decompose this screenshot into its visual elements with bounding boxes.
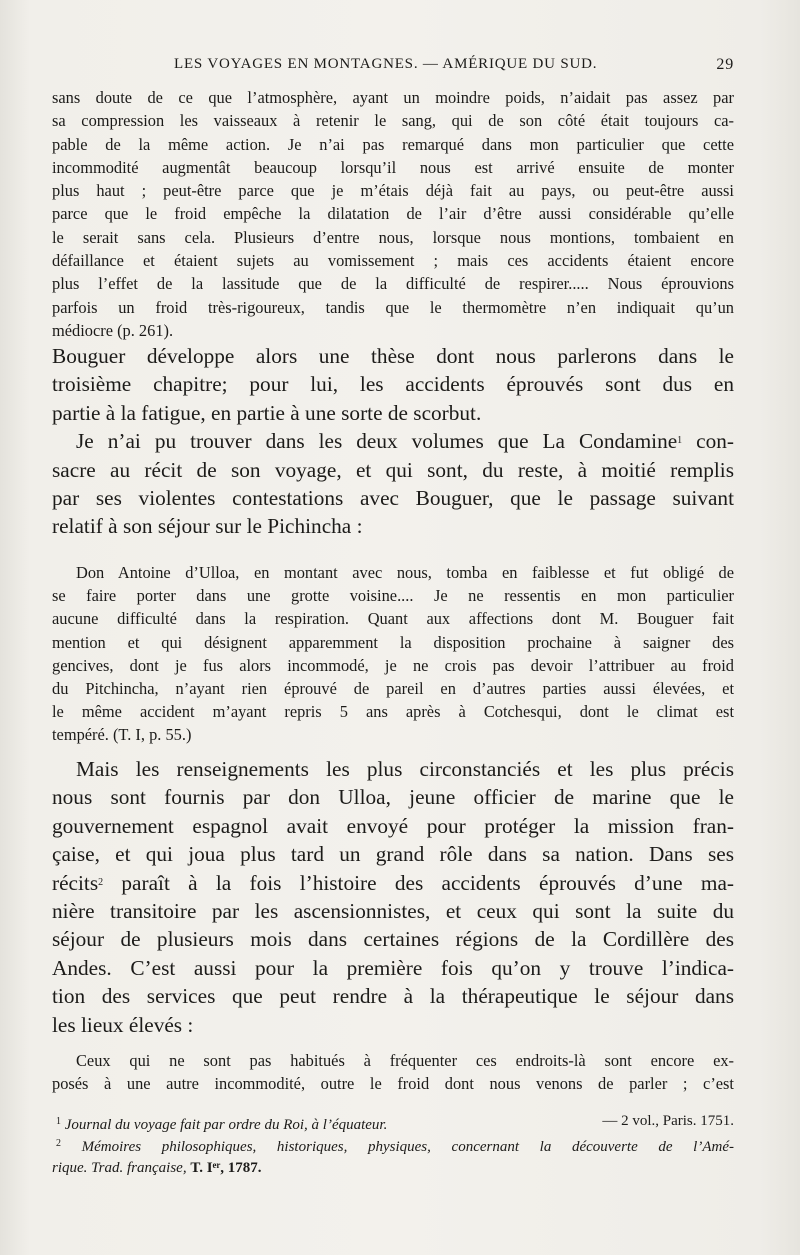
- footnote-details: T. Iᵉʳ, 1787.: [190, 1160, 262, 1176]
- text-line: çaise, et qui joua plus tard un grand rôle dans sa nation. Dans ses: [52, 842, 734, 867]
- text-line: Mais les renseignements les plus circonstanciés et les plus précis: [76, 757, 734, 781]
- quote-ulloa: [52, 1049, 734, 1096]
- footnote-ref-2: 2: [98, 876, 104, 888]
- footnote-details: — 2 vol., Paris. 1751.: [602, 1113, 734, 1129]
- text-line: sans doute de ce que l’atmosphère, ayant un moindre poids, n’aidait pas assez par: [52, 88, 734, 107]
- text-line: Andes. C’est aussi pour la première fois qu’on y trouve l’indica-: [52, 955, 734, 980]
- text-line: plus l’effet de la lassitude que de la difficulté de respirer..... Nous éprouvions: [52, 274, 734, 294]
- text-line: Don Antoine d’Ulloa, en montant avec nous, tomba en faiblesse et fut obligé de: [76, 563, 734, 582]
- text-line: nière transitoire par les ascensionnistes, et ceux qui sont la suite du: [52, 899, 734, 924]
- text-line: sacre au récit de son voyage, et qui sont, du reste, à moitié remplis: [52, 457, 734, 482]
- quote-bouguer: [52, 86, 734, 342]
- text-line: parfois un froid très-rigoureux, tandis que le thermomètre n’en indiquait qu’un: [52, 297, 734, 317]
- text-line: défaillance et étaient sujets au vomissement ; mais ces accidents étaient encore: [52, 251, 734, 271]
- footnote-mark: 1: [56, 1116, 61, 1127]
- text-line: Ceux qui ne sont pas habitués à fréquenter ces endroits-là sont encore ex-: [76, 1051, 734, 1070]
- page-number: 29: [716, 56, 734, 73]
- text-line: partie à la fatigue, en partie à une sorte de scorbut.: [52, 400, 482, 425]
- text-line: parce que le froid empêche la dilatation de l’air d’être aussi considérable qu’elle: [52, 204, 734, 224]
- body-paragraph-3: [52, 755, 734, 1039]
- page-header: [52, 56, 734, 80]
- text-line: tempéré. (T. I, p. 55.): [52, 725, 192, 745]
- text-line: du Pitchincha, n’ayant rien éprouvé de pareil en d’autres parties aussi élevées, et: [52, 679, 734, 699]
- text-line: Bouguer développe alors une thèse dont nous parlerons dans le: [52, 344, 734, 368]
- text-line: gouvernement espagnol avait envoyé pour protéger la mission fran-: [52, 813, 734, 838]
- text-line: sa compression les vaisseaux à retenir le sang, qui de son côté était toujours ca-: [52, 111, 734, 131]
- footnote-ref-1: 1: [677, 435, 683, 447]
- text-line: incommodité augmentât beaucoup lorsqu’il nous est arrivé ensuite de monter: [52, 157, 734, 177]
- text-line: posés à une autre incommodité, outre le froid dont nous venons de parler ; c’est: [52, 1074, 734, 1094]
- footnote-title: Mémoires philosophiques, historiques, physiques, concernant la découverte de l’Amé-: [81, 1138, 734, 1155]
- line-text: paraît à la fois l’histoire des accidents éprouvés d’une ma-: [103, 870, 734, 895]
- footnotes: [52, 1111, 734, 1180]
- text-line: relatif à son séjour sur le Pichincha :: [52, 514, 363, 539]
- running-title: LES VOYAGES EN MONTAGNES. — AMÉRIQUE DU SUD.: [174, 56, 598, 72]
- text-line: le même accident m’ayant repris 5 ans après à Cotchesqui, dont le climat est: [52, 702, 734, 722]
- text-line: gencives, dont je fus alors incommodé, je ne crois pas devoir l’attribuer au froid: [52, 655, 734, 675]
- footnote-2-cont: [52, 1158, 734, 1180]
- line-text: Je n’ai pu trouver dans les deux volumes que La Condamine: [76, 429, 678, 454]
- text-line: par ses violentes contestations avec Bouguer, que le passage suivant: [52, 486, 734, 511]
- text-line: pable de la même action. Je n’ai pas remarqué dans mon particulier que cette: [52, 134, 734, 154]
- text-line: se faire porter dans une grotte voisine.... Je ne ressentis en mon particulier: [52, 586, 734, 606]
- text-line: nous sont fournis par don Ulloa, jeune officier de marine que le: [52, 785, 734, 810]
- text-line: le serait sans cela. Plusieurs d’entre nous, lorsque nous montions, tombaient en: [52, 227, 734, 247]
- quote-condamine: [52, 561, 734, 747]
- footnote-title: Journal du voyage fait par ordre du Roi, à l’équateur.: [64, 1117, 388, 1133]
- text-line: médiocre (p. 261).: [52, 320, 174, 340]
- text-line: [52, 869, 734, 897]
- footnote-1: [52, 1111, 734, 1133]
- text-line: les lieux élevés :: [52, 1012, 194, 1037]
- text-line: aucune difficulté dans la respiration. Quant aux affections dont M. Bouguer fait: [52, 609, 734, 629]
- footnote-2: [52, 1133, 734, 1159]
- text-line: troisième chapitre; pour lui, les accidents éprouvés sont dus en: [52, 372, 734, 397]
- text-line: séjour de plusieurs mois dans certaines régions de la Cordillère des: [52, 927, 734, 952]
- footnote-title: rique. Trad. française,: [52, 1160, 187, 1176]
- text-line: mention et qui désignent apparemment la disposition prochaine à saigner des: [52, 632, 734, 652]
- line-text: récits: [52, 870, 99, 895]
- text-line: [52, 427, 734, 455]
- text-line: tion des services que peut rendre à la thérapeutique le séjour dans: [52, 984, 734, 1009]
- footnote-mark: 2: [56, 1137, 61, 1149]
- line-text: con-: [682, 429, 734, 454]
- body-paragraphs-1-2: [52, 342, 734, 541]
- text-line: plus haut ; peut-être parce que je m’étais déjà fait au pays, ou peut-être aussi: [52, 181, 734, 201]
